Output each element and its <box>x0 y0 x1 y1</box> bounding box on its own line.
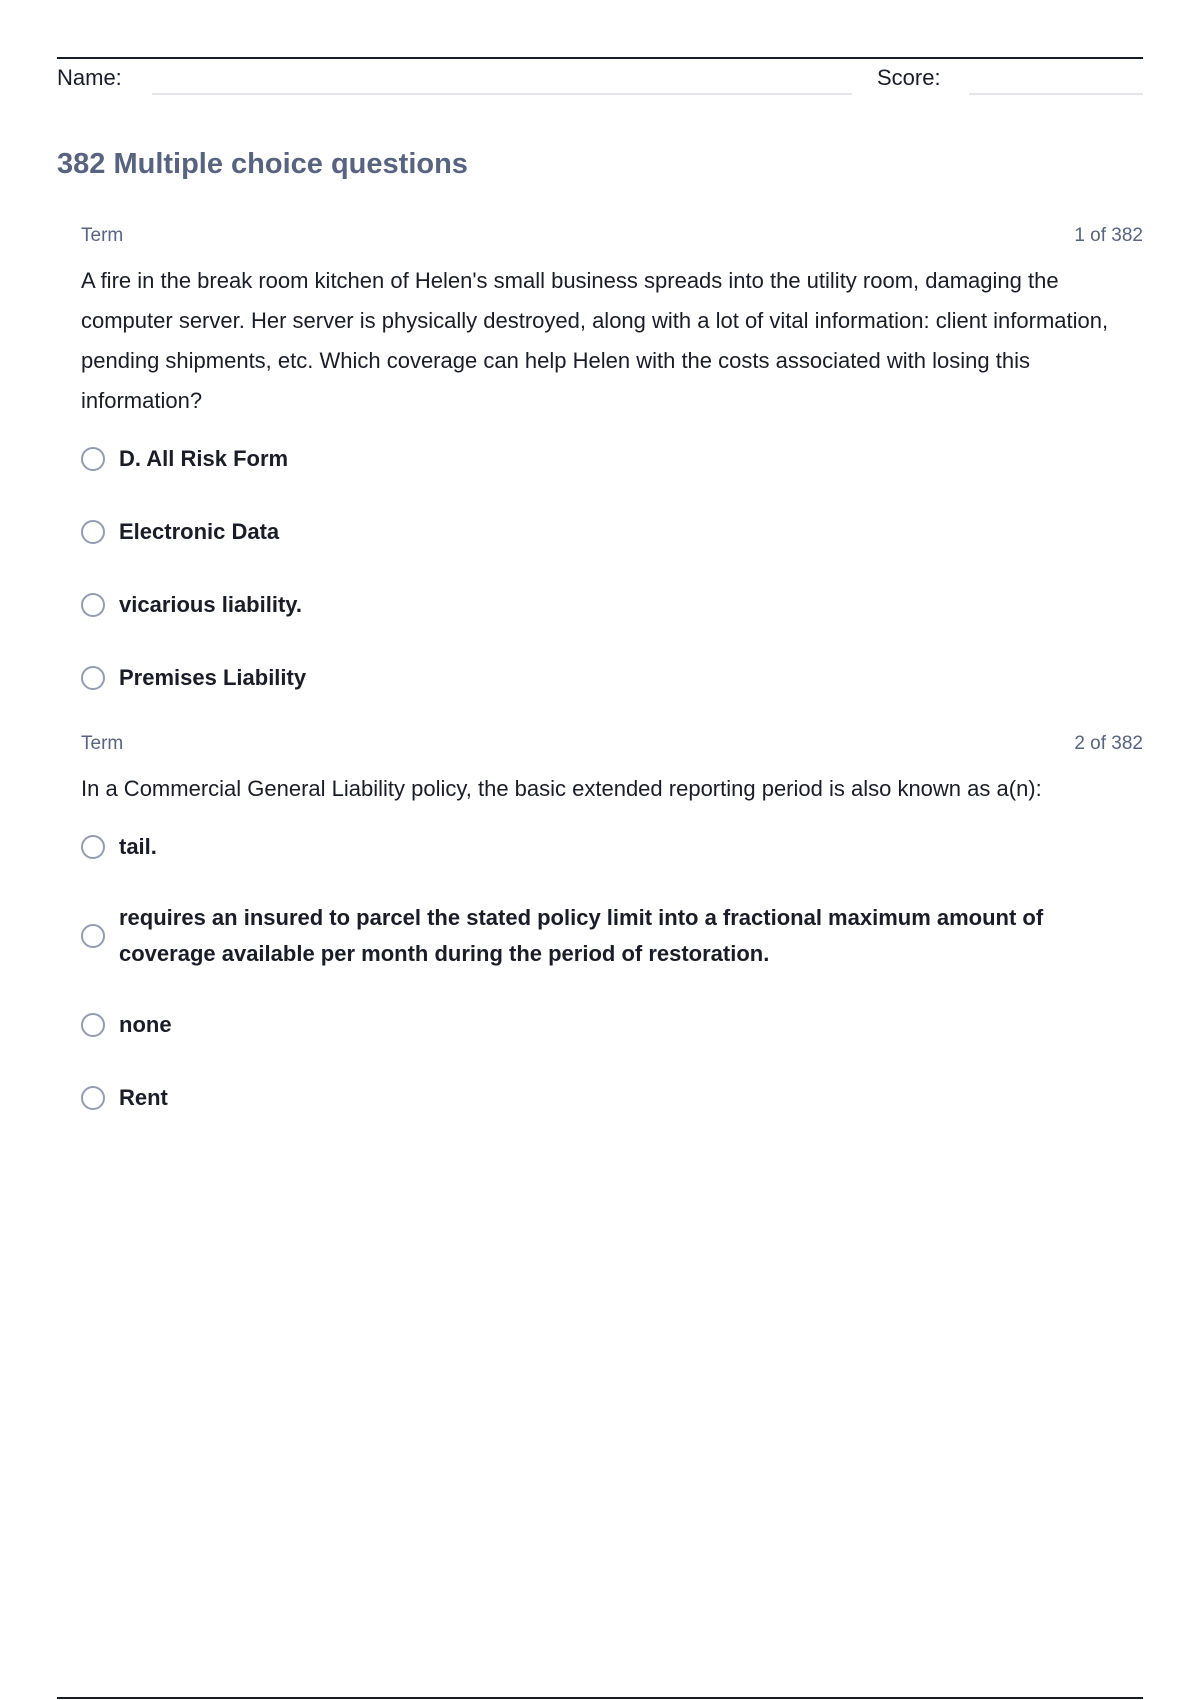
bottom-divider <box>57 1697 1143 1699</box>
page-title: 382 Multiple choice questions <box>57 148 468 180</box>
answer-option[interactable] <box>81 1078 1143 1118</box>
answer-label: requires an insured to parcel the stated policy limit into a fractional maximum amount of coverage available per month during the period of restoration. <box>119 905 1044 966</box>
name-label: Name: <box>57 65 122 90</box>
score-field[interactable] <box>969 93 1143 95</box>
name-field[interactable] <box>152 93 852 95</box>
radio-button[interactable] <box>81 520 105 544</box>
radio-button[interactable] <box>81 593 105 617</box>
answer-label: tail. <box>119 834 157 859</box>
question-counter: 1 of 382 <box>1074 225 1143 246</box>
answer-option[interactable] <box>81 512 1143 552</box>
radio-button[interactable] <box>81 924 105 948</box>
term-label: Term <box>81 733 124 754</box>
answer-option[interactable] <box>81 1005 1143 1045</box>
question-prompt: In a Commercial General Liability policy, the basic extended reporting period is also known as a(n): <box>81 776 1042 801</box>
radio-button[interactable] <box>81 835 105 859</box>
answer-label: Premises Liability <box>119 665 307 690</box>
answer-label: D. All Risk Form <box>119 446 289 471</box>
answer-label: Electronic Data <box>119 519 280 544</box>
answer-option[interactable] <box>81 900 1143 972</box>
question-counter: 2 of 382 <box>1074 733 1143 754</box>
answer-label: Rent <box>119 1085 168 1110</box>
question-card <box>81 733 1143 1151</box>
term-label: Term <box>81 225 124 246</box>
answer-option[interactable] <box>81 658 1143 698</box>
radio-button[interactable] <box>81 1086 105 1110</box>
radio-button[interactable] <box>81 1013 105 1037</box>
answer-option[interactable] <box>81 439 1143 479</box>
answer-label: vicarious liability. <box>119 592 302 617</box>
answer-option[interactable] <box>81 585 1143 625</box>
question-header <box>81 225 1143 253</box>
answer-label: none <box>119 1012 172 1037</box>
answer-option[interactable] <box>81 827 1143 867</box>
question-card <box>81 225 1143 731</box>
score-label: Score: <box>877 65 941 90</box>
question-header <box>81 733 1143 761</box>
name-score-row <box>57 59 1143 99</box>
answer-options <box>81 439 1143 698</box>
question-prompt: A fire in the break room kitchen of Helen's small business spreads into the utility room, damaging the computer server. Her server is physically destroyed, along with a lot of vital information: client information, pending shipments, etc. Which coverage can help Helen with the costs associated with losing this information? <box>81 268 1109 413</box>
answer-options <box>81 827 1143 1118</box>
radio-button[interactable] <box>81 447 105 471</box>
radio-button[interactable] <box>81 666 105 690</box>
